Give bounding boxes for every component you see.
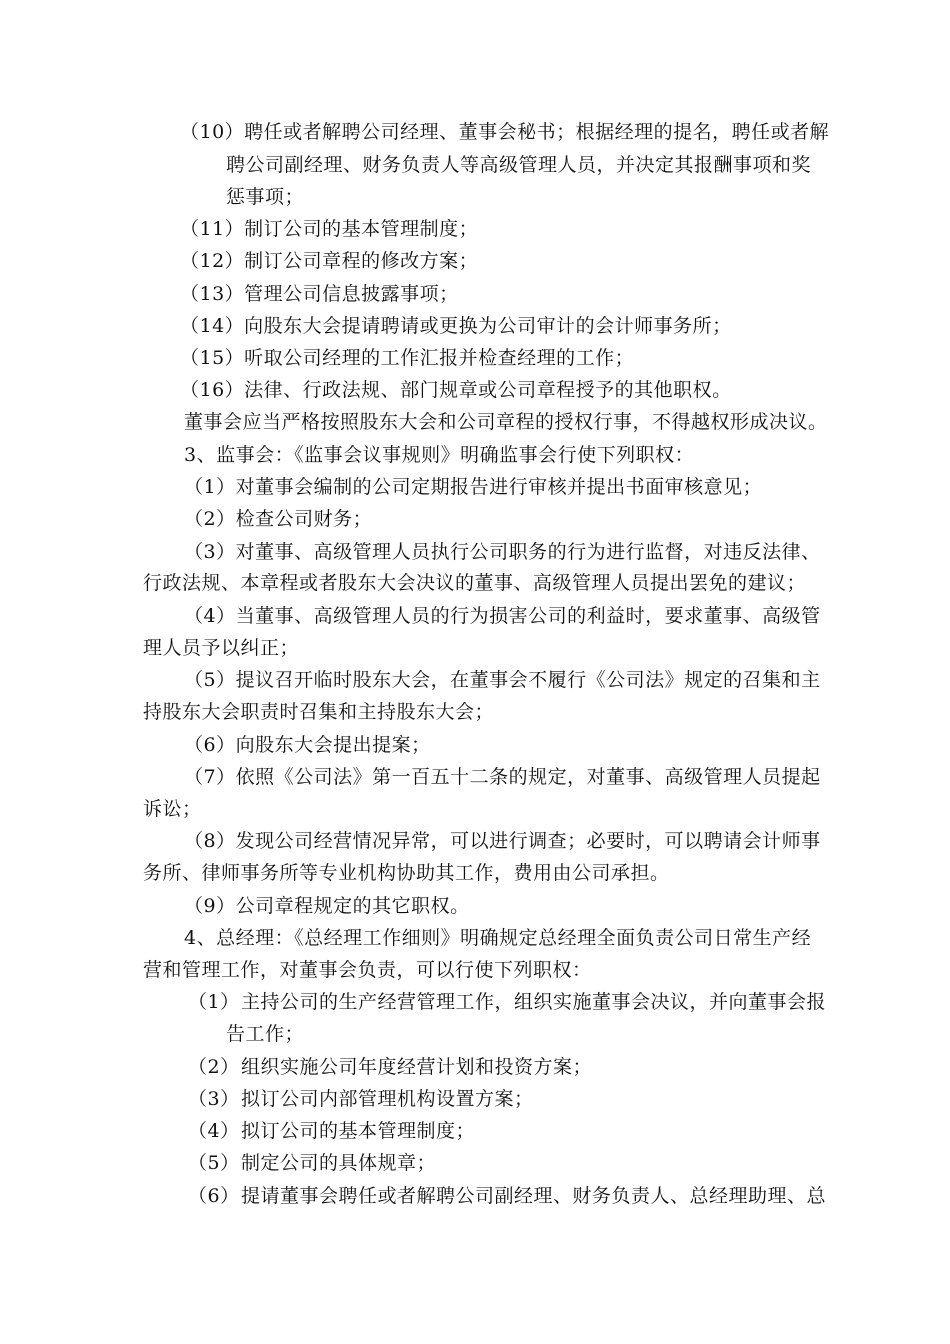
supervisory-item-6: （6）向股东大会提出提案；: [184, 734, 431, 756]
supervisory-item-9: （9）公司章程规定的其它职权。: [184, 895, 470, 917]
board-item-11: （11）制订公司的基本管理制度；: [180, 218, 479, 240]
supervisory-item-8-line1: （8）发现公司经营情况异常，可以进行调查；必要时，可以聘请会计师事: [184, 830, 821, 852]
gm-item-3: 拟订公司内部管理机构设置方案；: [241, 1088, 534, 1110]
gm-item-5: 制定公司的具体规章；: [241, 1152, 437, 1174]
gm-item-1-line1: 主持公司的生产经营管理工作，组织实施董事会决议，并向董事会报: [241, 991, 827, 1013]
gm-item-4: 拟订公司的基本管理制度；: [241, 1120, 476, 1142]
supervisory-item-3-line2: 行政法规、本章程或者股东大会决议的董事、高级管理人员提出罢免的建议；: [143, 572, 807, 594]
gm-heading-line1: 4、总经理：《总经理工作细则》明确规定总经理全面负责公司日常生产经: [184, 927, 812, 949]
board-item-12: （12）制订公司章程的修改方案；: [180, 250, 479, 272]
supervisory-item-5-line1: （5）提议召开临时股东大会，在董事会不履行《公司法》规定的召集和主: [184, 669, 821, 691]
supervisory-item-2: （2）检查公司财务；: [184, 508, 373, 530]
supervisory-item-8-line2: 务所、律师事务所等专业机构协助其工作，费用由公司承担。: [143, 862, 670, 884]
supervisory-item-7-line2: 诉讼；: [143, 798, 202, 820]
gm-heading-line2: 营和管理工作，对董事会负责，可以行使下列职权：: [143, 959, 592, 981]
supervisory-item-1: （1）对董事会编制的公司定期报告进行审核并提出书面审核意见；: [184, 476, 763, 498]
board-item-15: （15）听取公司经理的工作汇报并检查经理的工作；: [180, 347, 635, 369]
supervisory-item-4-line2: 理人员予以纠正；: [143, 637, 300, 659]
supervisory-item-5-line2: 持股东大会职责时召集和主持股东大会；: [143, 701, 495, 723]
gm-item-3-number: （3）: [188, 1088, 240, 1110]
gm-item-6: 提请董事会聘任或者解聘公司副经理、财务负责人、总经理助理、总: [241, 1185, 827, 1207]
supervisory-item-4-line1: （4）当董事、高级管理人员的行为损害公司的利益时，要求董事、高级管: [184, 605, 821, 627]
supervisory-item-7-line1: （7）依照《公司法》第一百五十二条的规定，对董事、高级管理人员提起: [184, 766, 821, 788]
board-item-14: （14）向股东大会提请聘请或更换为公司审计的会计师事务所；: [180, 315, 732, 337]
gm-item-1-number: （1）: [188, 991, 240, 1013]
board-note: 董事会应当严格按照股东大会和公司章程的授权行事，不得越权形成决议。: [184, 411, 828, 433]
board-item-10-line1: （10）聘任或者解聘公司经理、董事会秘书；根据经理的提名，聘任或者解: [180, 121, 830, 143]
board-item-10-line3: 惩事项；: [226, 186, 305, 208]
gm-item-5-number: （5）: [188, 1152, 240, 1174]
board-item-10-line2: 聘公司副经理、财务负责人等高级管理人员，并决定其报酬事项和奖: [226, 154, 812, 176]
board-item-13: （13）管理公司信息披露事项；: [180, 283, 459, 305]
gm-item-2: 组织实施公司年度经营计划和投资方案；: [241, 1056, 593, 1078]
board-item-16: （16）法律、行政法规、部门规章或公司章程授予的其他职权。: [180, 379, 732, 401]
gm-item-2-number: （2）: [188, 1056, 240, 1078]
gm-item-4-number: （4）: [188, 1120, 240, 1142]
gm-item-1-line2: 告工作；: [226, 1023, 305, 1045]
gm-item-6-number: （6）: [188, 1185, 240, 1207]
supervisory-heading: 3、监事会：《监事会议事规则》明确监事会行使下列职权：: [184, 444, 695, 466]
supervisory-item-3-line1: （3）对董事、高级管理人员执行公司职务的行为进行监督，对违反法律、: [184, 541, 821, 563]
